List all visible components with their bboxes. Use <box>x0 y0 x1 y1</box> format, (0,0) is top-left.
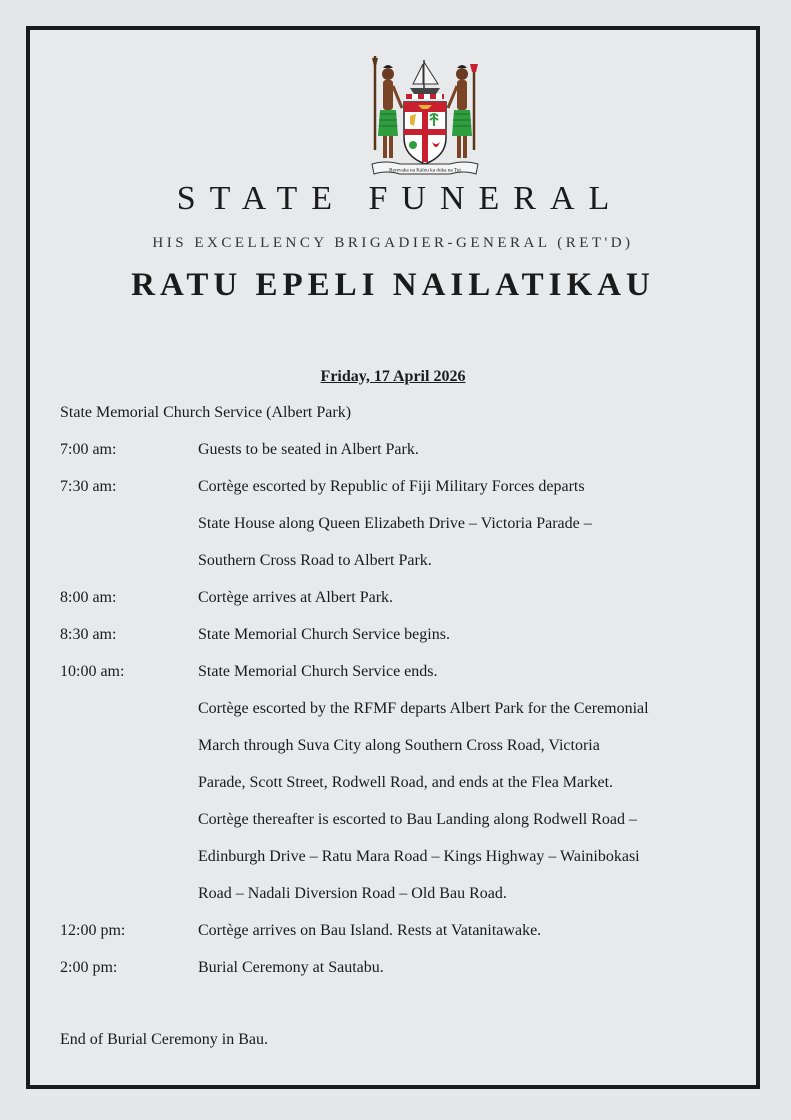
schedule-line: Burial Ceremony at Sautabu. <box>198 959 384 976</box>
coat-of-arms-icon <box>366 50 484 178</box>
schedule-time: 2:00 pm: <box>60 959 118 976</box>
schedule-line: Cortège arrives on Bau Island. Rests at Vatanitawake. <box>198 922 542 939</box>
schedule-description <box>198 959 384 996</box>
schedule-time: 8:00 am: <box>60 589 117 606</box>
schedule-line: Cortège thereafter is escorted to Bau Landing along Rodwell Road – <box>198 811 637 828</box>
schedule-line: Road – Nadali Diversion Road – Old Bau Road. <box>198 885 507 902</box>
schedule-line: March through Suva City along Southern Cross Road, Victoria <box>198 737 600 754</box>
service-heading: State Memorial Church Service (Albert Park) <box>60 404 352 421</box>
schedule-line: Edinburgh Drive – Ratu Mara Road – Kings Highway – Wainibokasi <box>198 848 640 865</box>
schedule-description <box>198 441 419 478</box>
schedule-line: Cortège escorted by Republic of Fiji Military Forces departs <box>198 478 585 495</box>
schedule-row <box>60 959 750 996</box>
schedule-row <box>60 478 750 589</box>
schedule-line: Parade, Scott Street, Rodwell Road, and ends at the Flea Market. <box>198 774 614 791</box>
schedule-description <box>198 922 541 959</box>
schedule-time: 7:30 am: <box>60 478 117 495</box>
schedule-row <box>60 663 750 922</box>
schedule-time: 12:00 pm: <box>60 922 126 939</box>
event-date: Friday, 17 April 2026 <box>320 368 466 385</box>
schedule-row <box>60 626 750 663</box>
schedule-description <box>198 589 393 626</box>
schedule-time: 10:00 am: <box>60 663 125 680</box>
schedule-description <box>198 626 450 663</box>
schedule-line: State Memorial Church Service begins. <box>198 626 450 643</box>
schedule-row <box>60 441 750 478</box>
schedule-line: Cortège escorted by the RFMF departs Albert Park for the Ceremonial <box>198 700 649 717</box>
schedule-line: Cortège arrives at Albert Park. <box>198 589 394 606</box>
document-title: STATE FUNERAL <box>176 180 624 217</box>
schedule-line: Southern Cross Road to Albert Park. <box>198 552 432 569</box>
schedule-description <box>198 663 649 922</box>
schedule-time: 8:30 am: <box>60 626 117 643</box>
schedule-line: Guests to be seated in Albert Park. <box>198 441 419 458</box>
schedule-line: State House along Queen Elizabeth Drive – Victoria Parade – <box>198 515 592 532</box>
honorific-subtitle: HIS EXCELLENCY BRIGADIER-GENERAL (RET'D) <box>152 235 634 251</box>
deceased-name: RATU EPELI NAILATIKAU <box>131 267 655 303</box>
crest-motto: Rerevaka na Kalou ka doka na Tui <box>389 167 461 174</box>
schedule-row <box>60 922 750 959</box>
closing-note: End of Burial Ceremony in Bau. <box>60 1031 268 1048</box>
schedule-description <box>198 478 592 589</box>
schedule-line: State Memorial Church Service ends. <box>198 663 438 680</box>
document-frame <box>26 26 760 1089</box>
schedule-row <box>60 589 750 626</box>
schedule-time: 7:00 am: <box>60 441 117 458</box>
